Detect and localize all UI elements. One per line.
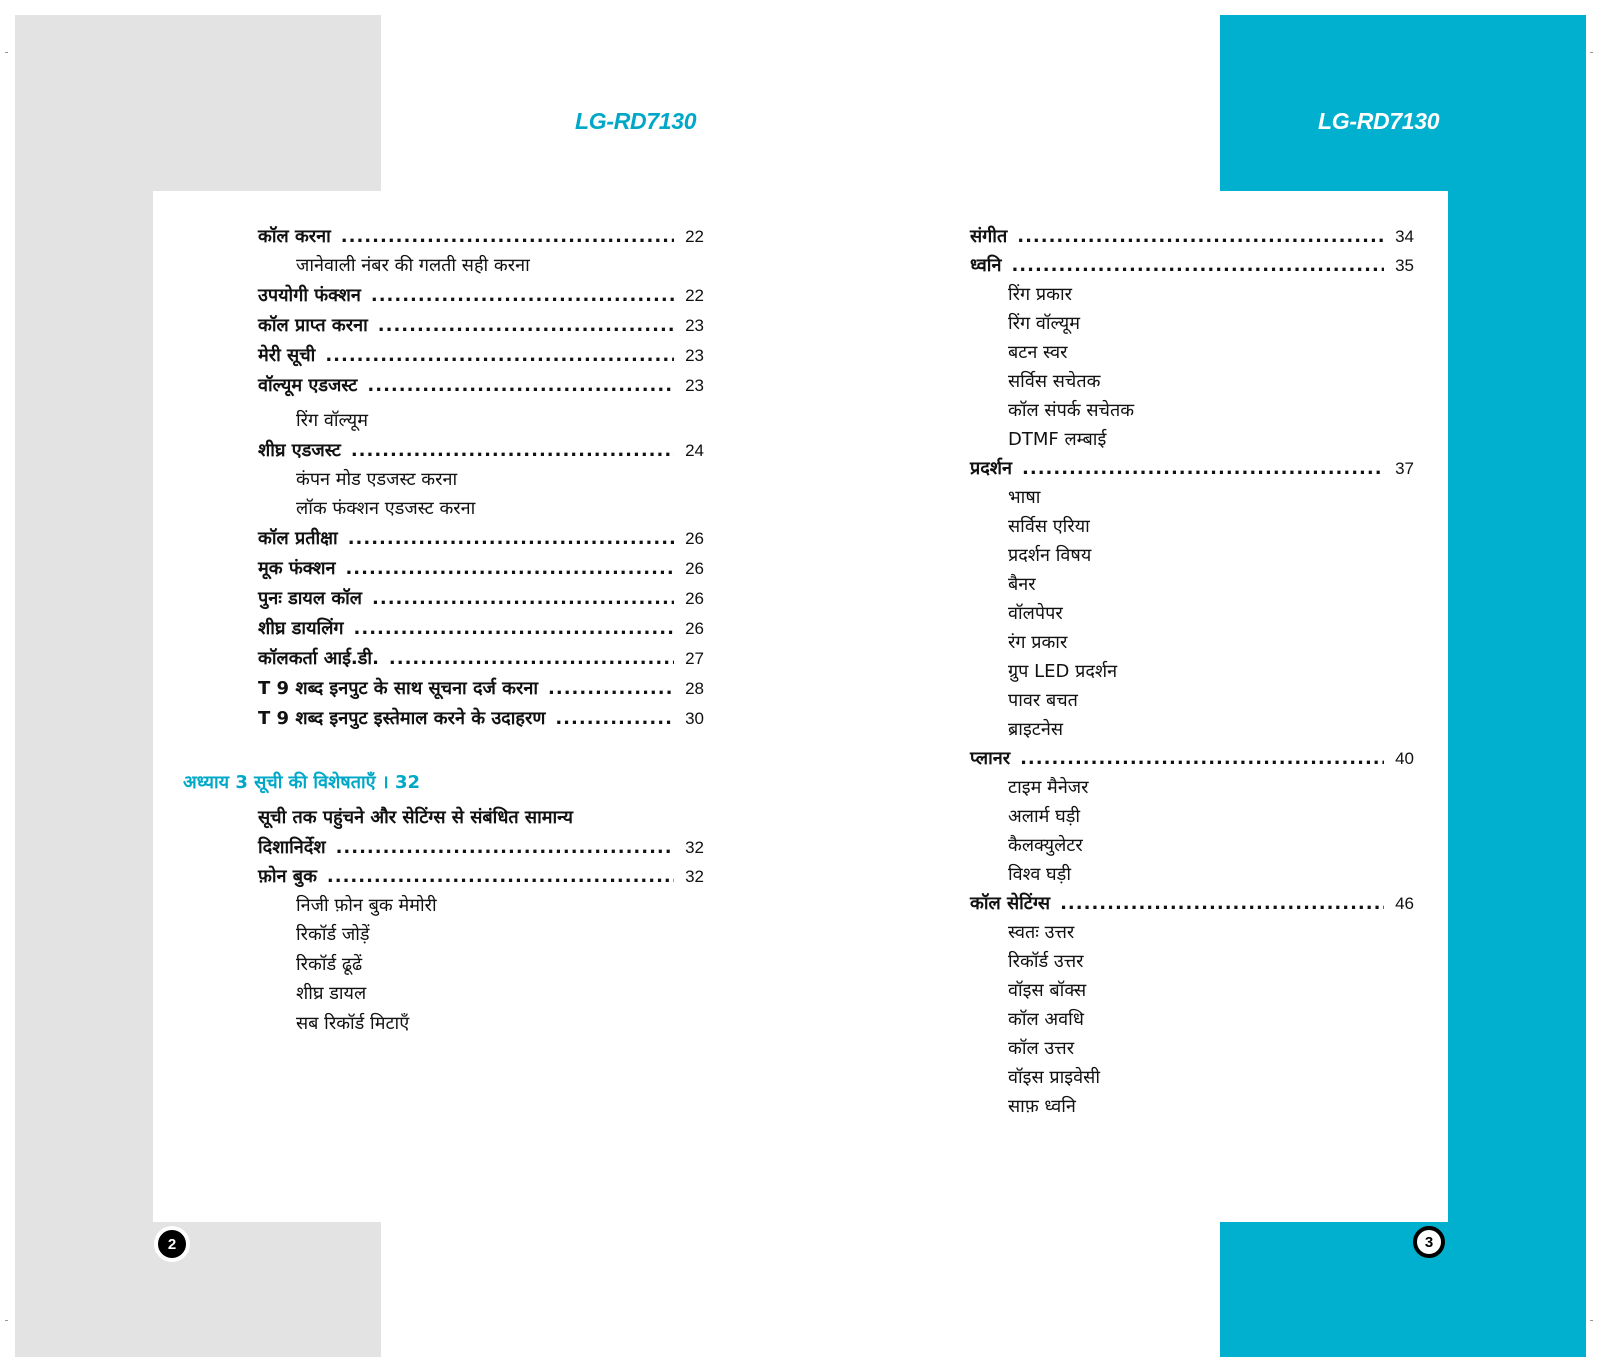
dot-leader xyxy=(371,285,674,306)
toc-entry xyxy=(970,224,1414,248)
toc-entry-title: बैनर xyxy=(1008,574,1036,595)
crop-mark xyxy=(1590,52,1593,53)
toc-entry xyxy=(258,616,704,640)
toc-subentry xyxy=(970,311,1414,335)
toc-page-number: 46 xyxy=(1395,894,1414,913)
dot-leader xyxy=(341,226,674,247)
toc-page-number: 40 xyxy=(1395,749,1414,768)
right-corner-top-panel xyxy=(1220,15,1586,191)
dot-leader xyxy=(1022,458,1384,479)
toc-entry xyxy=(258,526,704,550)
toc-entry xyxy=(258,224,704,248)
toc-entry-title: दिशानिर्देश xyxy=(258,837,326,858)
dot-leader xyxy=(345,558,674,579)
toc-entry xyxy=(258,343,704,367)
toc-subentry xyxy=(970,369,1414,393)
toc-subentry xyxy=(970,514,1414,538)
toc-entry xyxy=(258,556,704,580)
toc-entry-title: फ़ोन बुक xyxy=(258,866,317,887)
toc-entry xyxy=(258,676,704,700)
toc-entry-title: ध्वनि xyxy=(970,255,1002,276)
toc-subentry xyxy=(258,408,704,432)
toc-subentry xyxy=(258,922,704,946)
toc-entry-title: मूक फंक्शन xyxy=(258,558,336,579)
toc-entry-title: सर्विस सचेतक xyxy=(1008,371,1101,392)
toc-entry xyxy=(970,253,1414,277)
toc-subentry xyxy=(970,282,1414,306)
toc-entry-title: कॉल संपर्क सचेतक xyxy=(1008,400,1135,421)
toc-entry-title: सूची तक पहुंचने और सेटिंग्स से संबंधित सामान्य xyxy=(258,807,573,828)
toc-entry-title: बटन स्वर xyxy=(1008,342,1068,363)
dot-leader xyxy=(548,678,674,699)
dot-leader xyxy=(555,708,674,729)
toc-entry-title: कॉल करना xyxy=(258,226,331,247)
toc-subentry xyxy=(970,630,1414,654)
toc-entry-title: कॉलकर्ता आई.डी. xyxy=(258,648,379,669)
toc-entry-title: मेरी सूची xyxy=(258,345,316,366)
dot-leader xyxy=(1017,226,1384,247)
toc-subentry xyxy=(970,717,1414,741)
toc-entry-title: कैलक्युलेटर xyxy=(1008,835,1083,856)
toc-entry-title: जानेवाली नंबर की गलती सही करना xyxy=(296,255,530,276)
toc-entry xyxy=(258,835,704,859)
toc-subentry xyxy=(970,978,1414,1002)
toc-entry-title: कॉल प्राप्त करना xyxy=(258,315,368,336)
toc-page-number: 23 xyxy=(685,346,704,365)
toc-entry-title: कॉल उत्तर xyxy=(1008,1038,1075,1059)
toc-entry-title: कॉल अवधि xyxy=(1008,1009,1084,1030)
toc-entry-title: T 9 शब्द इनपुट के साथ सूचना दर्ज करना xyxy=(258,678,539,699)
dot-leader xyxy=(327,866,674,887)
toc-entry-title: शीघ्र डायल xyxy=(296,983,367,1004)
toc-subentry xyxy=(970,1007,1414,1031)
dot-leader xyxy=(354,618,674,639)
toc-entry xyxy=(970,891,1414,915)
toc-entry-title: निजी फ़ोन बुक मेमोरी xyxy=(296,895,437,916)
toc-entry xyxy=(970,456,1414,480)
toc-subentry xyxy=(970,775,1414,799)
toc-entry-title: शीघ्र डायलिंग xyxy=(258,618,344,639)
toc-page-number: 23 xyxy=(685,376,704,395)
dot-leader xyxy=(1011,255,1384,276)
toc-subentry xyxy=(970,688,1414,712)
page-number-right: 3 xyxy=(1413,1226,1445,1258)
toc-page-number: 26 xyxy=(685,589,704,608)
toc-subentry xyxy=(970,1036,1414,1060)
toc-entry xyxy=(258,646,704,670)
dot-leader xyxy=(325,345,674,366)
crop-mark xyxy=(5,52,8,53)
toc-entry-title: ब्राइटनेस xyxy=(1008,719,1064,740)
toc-entry-title: प्रदर्शन xyxy=(970,458,1013,479)
dot-leader xyxy=(348,528,674,549)
toc-entry-title: रिकॉर्ड जोड़ें xyxy=(296,924,370,945)
toc-entry xyxy=(970,746,1414,770)
toc-subentry xyxy=(258,253,704,277)
toc-entry xyxy=(258,438,704,462)
model-name-right: LG-RD7130 xyxy=(1318,108,1440,134)
toc-subentry xyxy=(258,952,704,976)
toc-entry-title: अलार्म घड़ी xyxy=(1008,806,1081,827)
right-side-panel xyxy=(1448,191,1586,1357)
toc-page-number: 22 xyxy=(685,286,704,305)
toc-entry-title: पुनः डायल कॉल xyxy=(258,588,363,609)
toc-subentry xyxy=(258,893,704,917)
toc-subentry xyxy=(970,340,1414,364)
toc-entry-title: वॉइस प्राइवेसी xyxy=(1008,1067,1100,1088)
dot-leader xyxy=(1020,748,1384,769)
toc-subentry xyxy=(970,804,1414,828)
toc-entry-title: सर्विस एरिया xyxy=(1008,516,1090,537)
toc-page-number: 28 xyxy=(685,679,704,698)
toc-entry-title: DTMF लम्बाई xyxy=(1008,429,1107,450)
toc-entry-title: साफ़ ध्वनि xyxy=(1008,1096,1076,1117)
toc-entry xyxy=(258,706,704,730)
dot-leader xyxy=(367,375,674,396)
toc-subentry xyxy=(970,485,1414,509)
toc-entry-title: विश्व घड़ी xyxy=(1008,864,1071,885)
toc-entry-title: उपयोगी फंक्शन xyxy=(258,285,361,306)
toc-entry xyxy=(258,586,704,610)
toc-subentry xyxy=(970,427,1414,451)
toc-page-number: 34 xyxy=(1395,227,1414,246)
toc-entry-title: वॉलपेपर xyxy=(1008,603,1063,624)
toc-entry-title: वॉल्यूम एडजस्ट xyxy=(258,375,358,396)
toc-subentry xyxy=(970,949,1414,973)
toc-subentry xyxy=(970,1065,1414,1089)
toc-page-number: 30 xyxy=(685,709,704,728)
toc-entry-title: रिंग वॉल्यूम xyxy=(296,410,368,431)
toc-entry-title: रिंग वॉल्यूम xyxy=(1008,313,1080,334)
dot-leader xyxy=(372,588,674,609)
toc-subentry xyxy=(970,920,1414,944)
toc-entry-title: ग्रुप LED प्रदर्शन xyxy=(1008,661,1118,682)
toc-entry-title: शीघ्र एडजस्ट xyxy=(258,440,341,461)
toc-page-number: 37 xyxy=(1395,459,1414,478)
toc-entry xyxy=(258,805,704,829)
toc-page-number: 26 xyxy=(685,619,704,638)
toc-subentry xyxy=(970,601,1414,625)
toc-subentry xyxy=(258,1011,704,1035)
toc-page-number: 35 xyxy=(1395,256,1414,275)
toc-entry-title: सब रिकॉर्ड मिटाएँ xyxy=(296,1013,410,1034)
toc-entry-title: लॉक फंक्शन एडजस्ट करना xyxy=(296,498,476,519)
toc-entry xyxy=(258,864,704,888)
toc-subentry xyxy=(970,1094,1414,1118)
toc-subentry xyxy=(970,833,1414,857)
toc-entry-title: भाषा xyxy=(1008,487,1041,508)
dot-leader xyxy=(336,837,674,858)
toc-subentry xyxy=(970,862,1414,886)
toc-entry-title: स्वतः उत्तर xyxy=(1008,922,1075,943)
toc-page-number: 26 xyxy=(685,529,704,548)
toc-entry-title: वॉइस बॉक्स xyxy=(1008,980,1087,1001)
toc-entry-title: प्लानर xyxy=(970,748,1011,769)
toc-page-number: 22 xyxy=(685,227,704,246)
toc-entry xyxy=(258,283,704,307)
dot-leader xyxy=(378,315,674,336)
toc-subentry xyxy=(970,543,1414,567)
left-side-panel xyxy=(15,191,153,1357)
dot-leader xyxy=(389,648,674,669)
toc-entry-title: पावर बचत xyxy=(1008,690,1078,711)
toc-page-number: 23 xyxy=(685,316,704,335)
toc-page-number: 26 xyxy=(685,559,704,578)
dot-leader xyxy=(1060,893,1384,914)
chapter-heading: अध्याय 3 सूची की विशेषताएँ । 32 xyxy=(183,772,420,793)
toc-entry-title: टाइम मैनेजर xyxy=(1008,777,1089,798)
toc-entry-title: रंग प्रकार xyxy=(1008,632,1068,653)
toc-entry-title: T 9 शब्द इनपुट इस्तेमाल करने के उदाहरण xyxy=(258,708,546,729)
toc-subentry xyxy=(970,572,1414,596)
toc-entry xyxy=(258,373,704,397)
toc-page-number: 27 xyxy=(685,649,704,668)
crop-mark xyxy=(5,1320,8,1321)
toc-entry-title: कॉल सेटिंग्स xyxy=(970,893,1051,914)
crop-mark xyxy=(1590,1320,1593,1321)
toc-page-number: 32 xyxy=(685,867,704,886)
toc-subentry xyxy=(258,467,704,491)
dot-leader xyxy=(351,440,674,461)
toc-subentry xyxy=(970,659,1414,683)
toc-entry-title: कंपन मोड एडजस्ट करना xyxy=(296,469,458,490)
toc-entry-title: प्रदर्शन विषय xyxy=(1008,545,1092,566)
toc-entry-title: रिंग प्रकार xyxy=(1008,284,1072,305)
page-number-left: 2 xyxy=(154,1226,190,1262)
toc-subentry xyxy=(258,496,704,520)
toc-entry-title: रिकॉर्ड ढूढें xyxy=(296,954,363,975)
model-name-left: LG-RD7130 xyxy=(575,108,697,134)
toc-page-number: 24 xyxy=(685,441,704,460)
toc-entry xyxy=(258,313,704,337)
toc-entry-title: संगीत xyxy=(970,226,1008,247)
toc-page-number: 32 xyxy=(685,838,704,857)
toc-entry-title: रिकॉर्ड उत्तर xyxy=(1008,951,1084,972)
toc-subentry xyxy=(970,398,1414,422)
toc-entry-title: कॉल प्रतीक्षा xyxy=(258,528,338,549)
left-corner-top-panel xyxy=(15,15,381,191)
toc-subentry xyxy=(258,981,704,1005)
